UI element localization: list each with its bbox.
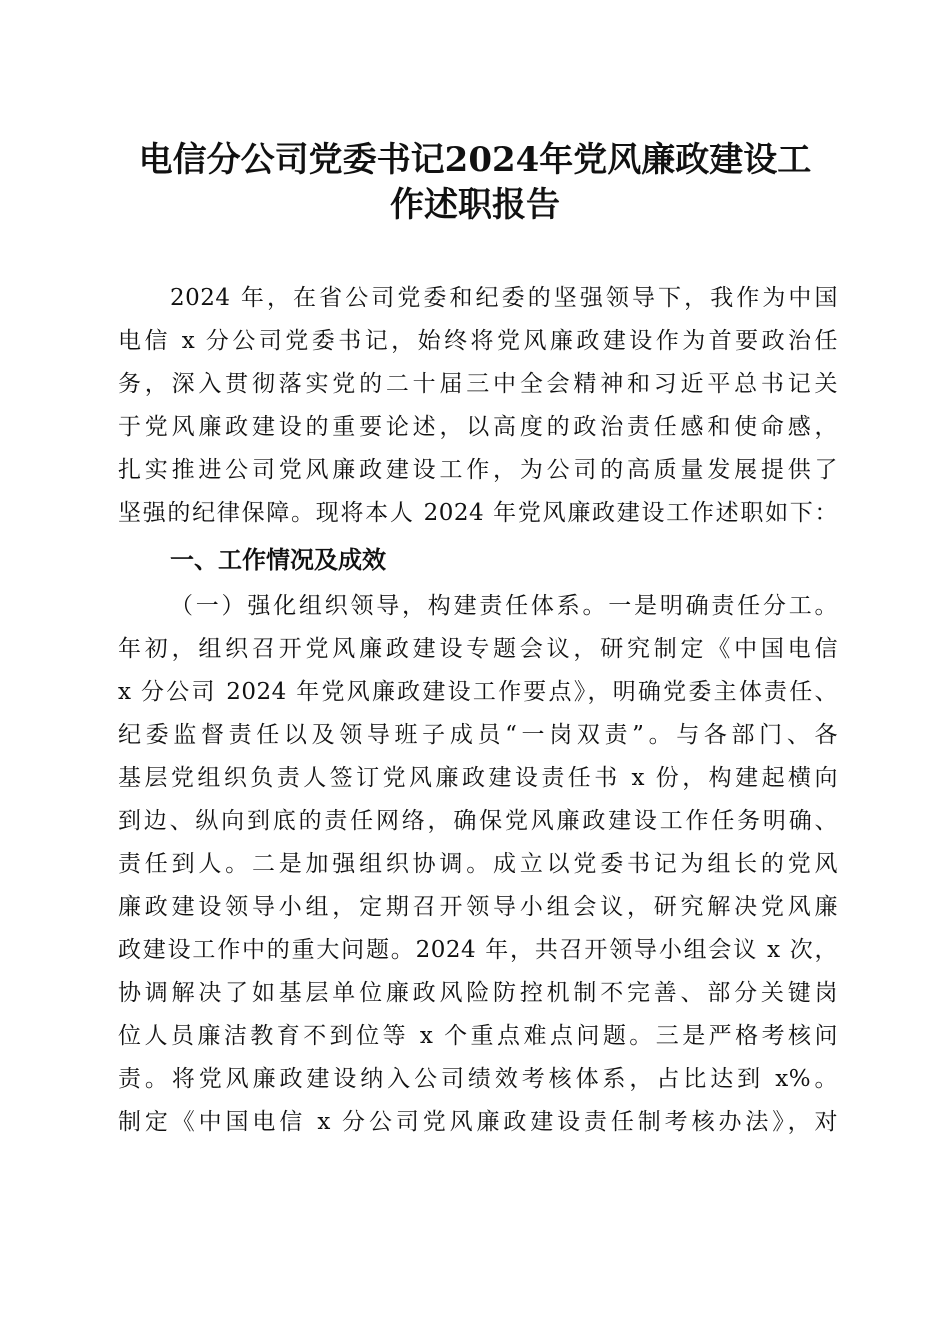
text-line: 扎实推进公司党风廉政建设工作，为公司的高质量发展提供了 [118, 457, 838, 483]
document-title [0, 138, 950, 228]
text-line: 位人员廉洁教育不到位等 x 个重点难点问题。三是严格考核问 [118, 1023, 838, 1049]
text-line: 基层党组织负责人签订党风廉政建设责任书 x 份，构建起横向 [118, 765, 838, 791]
text-line: 于党风廉政建设的重要论述，以高度的政治责任感和使命感， [118, 414, 838, 440]
document-body [118, 277, 838, 1144]
text-line: 政建设工作中的重大问题。2024 年，共召开领导小组会议 x 次， [118, 937, 838, 963]
section-heading: 一、工作情况及成效 [170, 546, 386, 574]
section-paragraph [118, 585, 838, 1144]
text-line: x 分公司 2024 年党风廉政建设工作要点》，明确党委主体责任、 [118, 679, 838, 705]
text-line: （一）强化组织领导，构建责任体系。一是明确责任分工。 [170, 593, 838, 619]
text-line: 电信 x 分公司党委书记，始终将党风廉政建设作为首要政治任 [118, 328, 838, 354]
text-line: 坚强的纪律保障。现将本人 2024 年党风廉政建设工作述职如下： [118, 500, 838, 526]
text-line: 到边、纵向到底的责任网络，确保党风廉政建设工作任务明确、 [118, 808, 838, 834]
text-line: 纪委监督责任以及领导班子成员“一岗双责”。与各部门、各 [118, 722, 838, 748]
text-line: 协调解决了如基层单位廉政风险防控机制不完善、部分关键岗 [118, 980, 838, 1006]
text-line: 责。将党风廉政建设纳入公司绩效考核体系，占比达到 x%。 [118, 1066, 838, 1092]
text-line: 廉政建设领导小组，定期召开领导小组会议，研究解决党风廉 [118, 894, 838, 920]
text-line: 责任到人。二是加强组织协调。成立以党委书记为组长的党风 [118, 851, 838, 877]
text-line: 务，深入贯彻落实党的二十届三中全会精神和习近平总书记关 [118, 371, 838, 397]
text-line: 2024 年，在省公司党委和纪委的坚强领导下，我作为中国 [170, 285, 838, 311]
text-line: 制定《中国电信 x 分公司党风廉政建设责任制考核办法》，对 [118, 1109, 838, 1135]
text-line: 年初，组织召开党风廉政建设专题会议，研究制定《中国电信 [118, 636, 838, 662]
intro-paragraph [118, 277, 838, 535]
title-line-2: 作述职报告 [390, 185, 560, 225]
title-line-1: 电信分公司党委书记2024年党风廉政建设工 [138, 140, 812, 180]
